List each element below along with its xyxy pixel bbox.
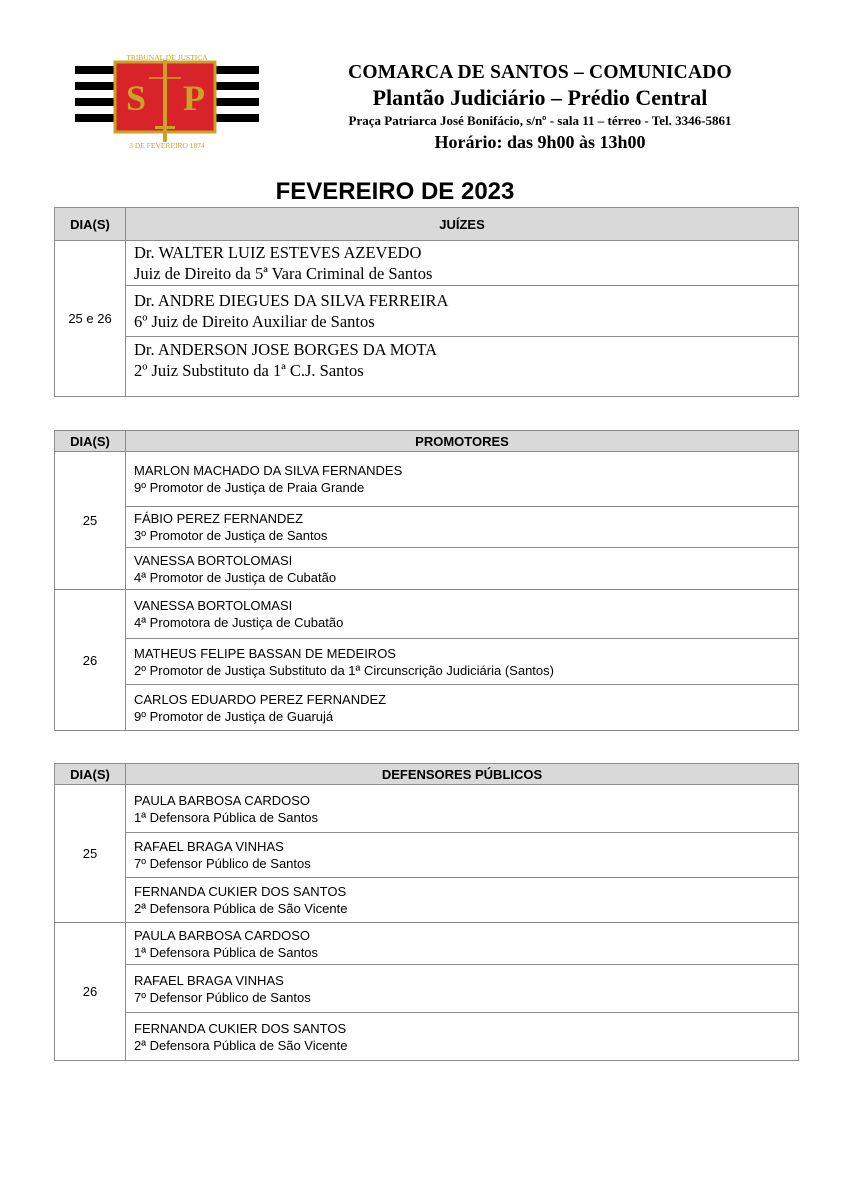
defenders-col-day: DIA(S) xyxy=(55,764,126,785)
prosecutor-cell xyxy=(126,452,799,507)
prosecutor-role: 3º Promotor de Justiça de Santos xyxy=(134,528,328,543)
prosecutor-name: FÁBIO PEREZ FERNANDEZ xyxy=(134,511,304,526)
prosecutors-day: 25 xyxy=(55,452,126,590)
judge-role: Juiz de Direito da 5ª Vara Criminal de Santos xyxy=(134,264,433,283)
defender-name: RAFAEL BRAGA VINHAS xyxy=(134,839,284,854)
judge-name: Dr. ANDRE DIEGUES DA SILVA FERREIRA xyxy=(134,291,449,310)
defenders-day: 25 xyxy=(55,785,126,923)
prosecutor-role: 2º Promotor de Justiça Substituto da 1ª Circunscrição Judiciária (Santos) xyxy=(134,662,554,678)
header-address: Praça Patriarca José Bonifácio, s/nº - sala 11 – térreo - Tel. 3346-5861 xyxy=(348,113,732,128)
defender-name: RAFAEL BRAGA VINHAS xyxy=(134,972,284,988)
defender-name: PAULA BARBOSA CARDOSO xyxy=(134,927,311,943)
prosecutors-header-row xyxy=(55,431,799,452)
judges-header-row xyxy=(55,208,799,241)
table-row xyxy=(55,833,799,878)
defender-cell xyxy=(126,833,799,878)
header-hours: Horário: das 9h00 às 13h00 xyxy=(434,132,646,152)
judge-cell xyxy=(126,337,799,397)
table-row xyxy=(55,337,799,397)
prosecutor-name: VANESSA BORTOLOMASI xyxy=(134,598,293,613)
prosecutors-col-main: PROMOTORES xyxy=(126,431,799,452)
defenders-table xyxy=(54,763,799,1061)
table-row xyxy=(55,241,799,286)
svg-text:S: S xyxy=(125,78,147,118)
prosecutors-day: 26 xyxy=(55,590,126,731)
table-row xyxy=(55,878,799,923)
table-row xyxy=(55,507,799,548)
prosecutor-cell xyxy=(126,639,799,685)
defender-name: PAULA BARBOSA CARDOSO xyxy=(134,792,311,808)
page-header xyxy=(300,62,780,155)
defender-role: 2ª Defensora Pública de São Vicente xyxy=(134,901,348,916)
tjsp-emblem-icon xyxy=(75,52,259,152)
prosecutors-table xyxy=(54,430,799,731)
header-subtitle: Plantão Judiciário – Prédio Central xyxy=(372,85,708,110)
table-row xyxy=(55,639,799,685)
prosecutor-cell xyxy=(126,548,799,590)
table-row xyxy=(55,590,799,639)
judges-col-main: JUÍZES xyxy=(126,208,799,241)
defender-cell xyxy=(126,923,799,965)
header-title: COMARCA DE SANTOS – COMUNICADO xyxy=(348,62,732,83)
judge-role: 6º Juiz de Direito Auxiliar de Santos xyxy=(134,312,375,331)
table-row xyxy=(55,286,799,337)
prosecutor-role: 9º Promotor de Justiça de Praia Grande xyxy=(134,480,365,495)
prosecutor-role: 9º Promotor de Justiça de Guarujá xyxy=(134,708,334,724)
defender-cell xyxy=(126,878,799,923)
table-row xyxy=(55,965,799,1013)
judge-name: Dr. WALTER LUIZ ESTEVES AZEVEDO xyxy=(134,243,422,262)
defender-role: 1ª Defensora Pública de Santos xyxy=(134,809,319,825)
svg-text:P: P xyxy=(183,78,205,118)
table-row xyxy=(55,785,799,833)
table-row xyxy=(55,685,799,731)
defender-role: 2ª Defensora Pública de São Vicente xyxy=(134,1037,348,1053)
prosecutor-name: MARLON MACHADO DA SILVA FERNANDES xyxy=(134,463,403,478)
judge-cell xyxy=(126,241,799,286)
prosecutor-cell xyxy=(126,590,799,639)
defenders-header-row xyxy=(55,764,799,785)
defender-cell xyxy=(126,965,799,1013)
defenders-day: 26 xyxy=(55,923,126,1061)
defender-cell xyxy=(126,785,799,833)
table-row xyxy=(55,923,799,965)
judge-role: 2º Juiz Substituto da 1ª C.J. Santos xyxy=(134,361,364,380)
defender-name: FERNANDA CUKIER DOS SANTOS xyxy=(134,884,347,899)
tjsp-logo xyxy=(75,52,259,152)
table-row xyxy=(55,548,799,590)
defender-role: 1ª Defensora Pública de Santos xyxy=(134,944,319,960)
prosecutors-col-day: DIA(S) xyxy=(55,431,126,452)
judges-col-day: DIA(S) xyxy=(55,208,126,241)
prosecutor-cell xyxy=(126,507,799,548)
prosecutor-name: MATHEUS FELIPE BASSAN DE MEDEIROS xyxy=(134,645,396,661)
month-title: FEVEREIRO DE 2023 xyxy=(275,178,515,205)
judges-table xyxy=(54,207,799,397)
prosecutor-name: VANESSA BORTOLOMASI xyxy=(134,552,293,568)
defender-name: FERNANDA CUKIER DOS SANTOS xyxy=(134,1020,347,1036)
judge-name: Dr. ANDERSON JOSE BORGES DA MOTA xyxy=(134,340,438,359)
svg-text:3 DE FEVEREIRO 1874: 3 DE FEVEREIRO 1874 xyxy=(129,141,205,150)
prosecutor-role: 4ª Promotora de Justiça de Cubatão xyxy=(134,615,344,630)
defender-role: 7º Defensor Público de Santos xyxy=(134,856,311,871)
defender-role: 7º Defensor Público de Santos xyxy=(134,989,311,1005)
judge-cell xyxy=(126,286,799,337)
table-row xyxy=(55,1013,799,1061)
defender-cell xyxy=(126,1013,799,1061)
judges-day: 25 e 26 xyxy=(55,241,126,397)
prosecutor-name: CARLOS EDUARDO PEREZ FERNANDEZ xyxy=(134,691,387,707)
prosecutor-role: 4ª Promotor de Justiça de Cubatão xyxy=(134,569,337,585)
defenders-col-main: DEFENSORES PÚBLICOS xyxy=(126,764,799,785)
table-row xyxy=(55,452,799,507)
svg-text:TRIBUNAL DE JUSTIÇA: TRIBUNAL DE JUSTIÇA xyxy=(126,53,208,62)
prosecutor-cell xyxy=(126,685,799,731)
